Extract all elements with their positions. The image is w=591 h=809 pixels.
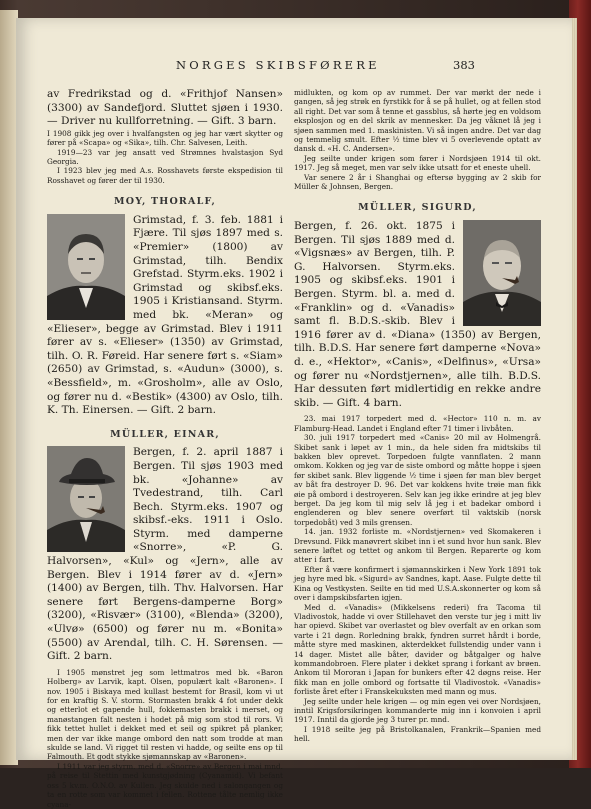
- note-paragraph: midlukten, og kom op av rummet. Der var mørkt der nede i gangen, så jeg strøk en fyrstikk for å se på hullet, og at fellen stod all right. Det var som å tenne et gassblus, så hørte jeg en voldsom eksplosjon og en del skrik av mennesker. Da jeg våknet lå jeg i sjøen sammen med 1. maskinisten. Vi så ingen andre. Det var dag og temmelig smult. Efter ½ time blev vi 5 overlevende optatt av dansk d. «H. C. Andersen».: [294, 88, 541, 154]
- entry-body-muller-sigurd: Bergen, f. 26. okt. 1875 i Bergen. Til sjøs 1889 med d. «Vigsnæs» av Bergen, tilh. P. G. Halvorsen. Styrm.eks. 1905 og skibsf.eks. 1901 i Bergen. Styrm. bl. a. med d. «Franklin» og d. «Vanadis» samt fl. B.D.S.-skib. Blev i 1916 fører av d. «Diana» (1350) av Bergen, tilh. B.D.S. Har senere ført damperne «Nova» d. e., «Hektor», «Canis», «Delfinus», «Ursa» og fører nu «Nordstjernen», alle tilh. B.D.S. Har dessuten ført midlertidig en rekke andre skib. — Gift. 4 barn.: [294, 220, 541, 409]
- portrait-photo-muller-sigurd: [463, 220, 541, 326]
- note-paragraph: 14. jan. 1932 forliste m. «Nordstjernen» ved Skomakeren i Drevsund. Fikk manøvrert skibet inn i et sund hvor hun sank. Blev senere løftet og tettet og ankom til Bergen. Reparerte og kom atter i fart.: [294, 527, 541, 565]
- intro-paragraph: av Fredrikstad og d. «Frithjof Nansen» (3300) av Sandefjord. Sluttet sjøen i 1930. — Driver nu kullforretning. — Gift. 3 barn.: [47, 88, 283, 128]
- note-paragraph: Jeg seilte under krigen som fører i Nordsjøen 1914 til okt. 1917. Jeg så meget, men var selv ikke utsatt for et eneste uhell.: [294, 153, 541, 173]
- note-paragraph: I 1905 mønstret jeg som lettmatros med bk. «Baron Holberg» av Larvik, kapt. Olsen, populært kalt «Baronen». I nov. 1905 i Biskaya med kullast bestemt for Brasil, kom vi ut for en kraftig S. V. storm. Stormasten brakk 4 fot under dekk og etterlot et gapende hull, fokkemasten brakk i merset, og manøstangen falt nesten i hodet på mig som stod til rors. Vi fikk tettet hullet i dekket med et seil og spikret på planker, men der var ikke mange ombord den natt som trodde at man skulde se land. Vi rigget til resten vi hadde, og seilte ens op til Falmouth. Et godt stykke sjømannskap av «Baronen».: [47, 667, 283, 762]
- note-paragraph: I 1923 blev jeg med A.s. Rosshavets første ekspedision til Rosshavet og fører der til 1930.: [47, 166, 283, 185]
- running-title: NORGES SKIBSFØRERE: [176, 58, 380, 72]
- note-paragraph: I 1918 seilte jeg på Bristolkanalen, Frankrik—Spanien med hell.: [294, 724, 541, 744]
- entry-heading-muller-einar: MÜLLER, EINAR,: [110, 428, 220, 440]
- entry-moy: [47, 214, 283, 418]
- note-paragraph: Efter å være konfirmert i sjømannskirken i New York 1891 tok jeg hyre med bk. «Sigurd» av Sandnes, kapt. Aase. Fulgte dette til Kina og Vestkysten. Seilte en tid med U.S.A.skonnerter og kom så over i dampskibsfarten igjen.: [294, 564, 541, 603]
- note-paragraph: Med d. «Vanadis» (Mikkelsens rederi) fra Tacoma til Vladivostok, hadde vi over Stillehavet den verste tur jeg i mitt liv har opievd. Skibet var overlastet og blev overfalt av en orkan som varte i 21 døgn. Rorledning brakk, fyndren surret hårdt i borde, måtte styre med maskinen, akterdekket fullstendig under vann i 14 dager. Mistet alle båter, davider og båtgalger og halve kommandobroen. Flere plater i dekket sprang i forkant av brøen. Ankom til Mororan i Japan for bunkers efter 42 døgns reise. Her fikk man en jolle ombord og fortsatte til Vladivostok. «Vanadis» forliste året efter i Franskekuksten med mann og mus.: [294, 602, 541, 697]
- entry-muller-einar: [47, 446, 283, 664]
- book-page: [16, 18, 572, 809]
- note-paragraph: Var senere 2 år i Shanghai og eftersø bygging av 2 skib for Müller & Johnsen, Bergen.: [294, 172, 541, 192]
- note-paragraph: 23. mai 1917 torpedert med d. «Hector» 110 n. m. av Flamburg-Head. Landet i England efter 71 timer i livbåten.: [294, 414, 541, 433]
- right-column: [294, 88, 541, 744]
- entry-heading-muller-sigurd: MÜLLER, SIGURD,: [358, 202, 477, 214]
- portrait-photo-muller-einar: [47, 446, 125, 552]
- page-header: [16, 58, 572, 74]
- note-paragraph: 30. juli 1917 torpedert med «Canis» 20 mil av Holmengrå. Skibet sank i løpet av 1 min., da hele siden fra midtskibs til bakken blev oprevet. Torpedoen fulgte vannflaten. 2 mann omkom. Kokken og jeg var de siste ombord og måtte hoppe i sjøen før skibet sank. Blev liggende ½ time i sjøen før man blev berget av båt fra destroyer D. 96. Det var kokkens hvite trøie man fikk øie på ombord i destroyeren. Selv kan jeg ikke erindre at jeg blev berget. Da jeg kom til mig selv lå jeg i et badekar ombord i englenderen og blev senere overført til vaktskib (norsk torpedobåt) ved 3 mils grensen.: [294, 433, 541, 527]
- entry-heading-moy: MOY, THORALF,: [114, 196, 216, 208]
- note-paragraph: Jeg seilte under hele krigen — og min egen vei over Nordsjøen, inntil Krigsforsikringen kommanderte mig inn i konvoien i april 1917. Inntil da gjorde jeg 3 turer pr. mnd.: [294, 696, 541, 725]
- entry-muller-sigurd: [294, 220, 541, 410]
- left-column: [47, 88, 283, 809]
- portrait-photo-moy: [47, 214, 125, 320]
- note-paragraph: 1919—23 var jeg ansatt ved Strømnes hvalstasjon Syd Georgia.: [47, 147, 283, 166]
- entry-body-muller-einar: Bergen, f. 2. april 1887 i Bergen. Til sjøs 1903 med bk. «Johanne» av Tvedestrand, tilh. Carl Bech. Styrm.eks. 1907 og skibsf.-eks. 1911 i Oslo. Styrm. med damperne «Snorre», «P. G. Halvorsen», «Kul» og «Jern», alle av Bergen. Blev i 1914 fører av d. «Jern» (1400) av Bergen, tilh. Thv. Halvorsen. Har senere ført Bergens-damperne Borg» (3200), «Risvær» (3100), «Blenda» (3200), «Ulvø» (6500) og fører nu m. «Bonita» (5500) av Arendal, tilh. C. H. Sørensen. — Gift. 2 barn.: [47, 446, 283, 663]
- entry-body-moy: Grimstad, f. 3. feb. 1881 i Fjære. Til sjøs 1897 med s. «Premier» (1800) av Grimstad, tilh. Bendix Grefstad. Styrm.eks. 1902 i Grimstad og skibsf.eks. 1905 i Kristiansand. Styrm. med bk. «Meran» og «Elieser», begge av Grimstad. Blev i 1911 fører av s. «Elieser» (1350) av Grimstad, tilh. O. R. Føreid. Har senere ført s. «Siam» (2650) av Grimstad, s. «Audun» (3000), s. «Bessfield», m. «Grosholm», alle av Oslo, og fører nu d. «Bestik» (4300) av Oslo, tilh. K. Th. Einersen. — Gift. 2 barn.: [47, 213, 283, 417]
- note-paragraph: I 1908 gikk jeg over i hvalfangsten og jeg har vært skytter og fører på «Scapa» og «Sika», tilh. Chr. Salvesen, Leith.: [47, 128, 283, 148]
- note-paragraph: I 1911 var jeg styrm. med d. «Snorre» av Bergen i mai mnd. på reise til Stettin med kunstgjødning (Cyanamid). Vi befant oss 5 kv.m. O.N.O. av Kullen. Jeg skulde ned i salongangen og ta en rotte som var kommet i fellen. Rottene tålte nemlig ikke cyana-: [47, 761, 283, 809]
- page-number: 383: [453, 58, 475, 72]
